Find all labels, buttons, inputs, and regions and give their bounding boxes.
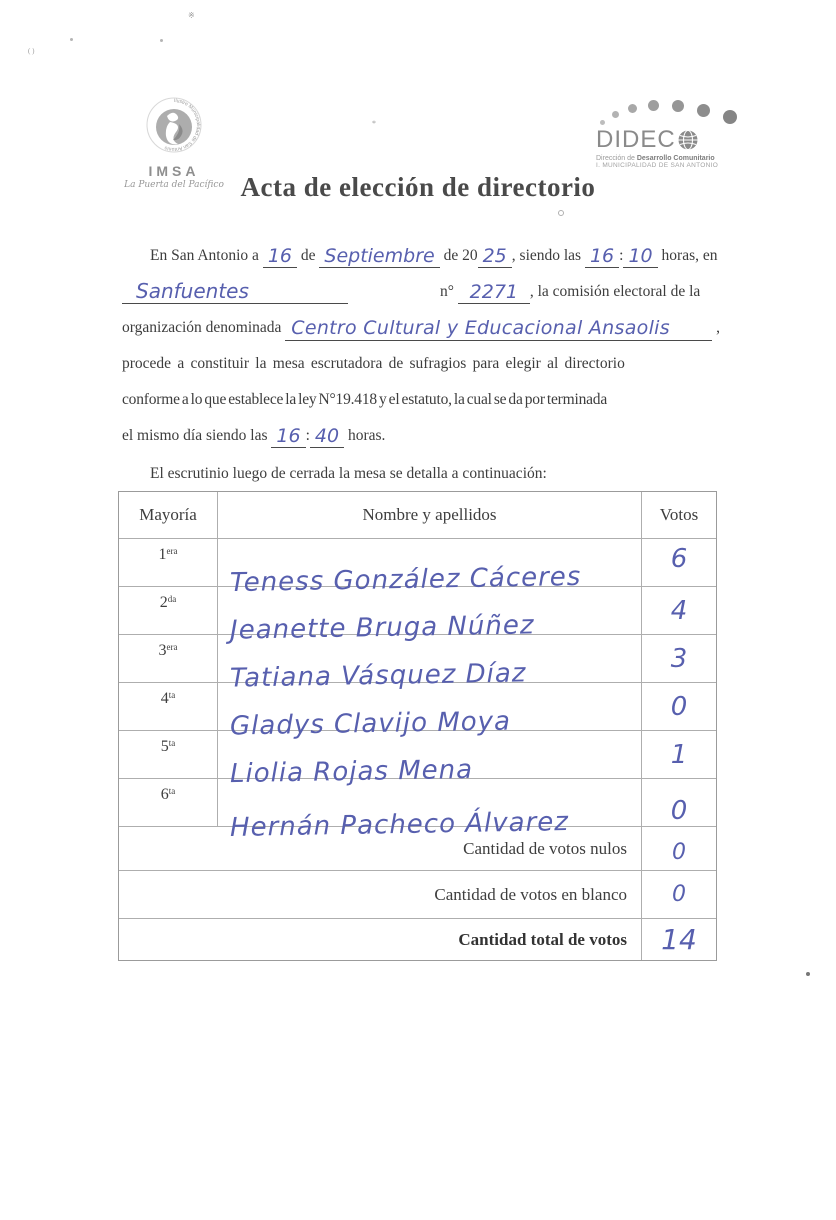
svg-text:Ilustre Municipalidad de San A: Ilustre Municipalidad de San Antonio xyxy=(163,97,201,153)
table-header-row xyxy=(119,492,716,538)
candidate-name-handwritten: Tatiana Vásquez Díaz xyxy=(229,658,527,694)
intro-line-1: En San Antonio a 16 de Septiembre de 20 25 , siendo las 16 : 10 horas, en xyxy=(150,245,718,267)
start-hour-handwritten: 16 xyxy=(585,247,619,268)
total-votes-label: Cantidad total de votos xyxy=(458,929,627,949)
results-table xyxy=(118,491,717,961)
vote-count-handwritten: 1 xyxy=(670,739,688,770)
dideco-subtitle: Dirección de Desarrollo Comunitario xyxy=(596,155,715,162)
vote-count-handwritten: 0 xyxy=(670,795,688,826)
dideco-logo xyxy=(596,98,774,169)
street-number-handwritten: 2271 xyxy=(458,283,530,304)
scan-speck xyxy=(806,972,810,976)
total-votes-row xyxy=(119,918,716,960)
header-nombre: Nombre y apellidos xyxy=(217,492,641,538)
vote-count-handwritten: 3 xyxy=(670,643,688,674)
dideco-municipality: I. MUNICIPALIDAD DE SAN ANTONIO xyxy=(596,162,719,169)
dideco-dots-icon xyxy=(596,98,774,128)
blank-votes-label: Cantidad de votos en blanco xyxy=(434,884,627,904)
organization-name-handwritten: Centro Cultural y Educacional Ansaolis xyxy=(285,319,712,341)
table-row: 6 ta Hernán Pacheco Álvarez 0 xyxy=(119,778,716,826)
intro-line-2: Sanfuentes n° 2271 , la comisión electoral de la xyxy=(122,274,720,310)
header-votos: Votos xyxy=(641,492,716,538)
scan-speck xyxy=(160,39,163,42)
total-votes-handwritten: 14 xyxy=(661,923,697,956)
table-row: 4 ta Gladys Clavijo Moya 0 xyxy=(119,682,716,730)
scan-speck: ( ) xyxy=(28,47,35,55)
scan-speck: ※ xyxy=(188,11,195,20)
start-minute-handwritten: 10 xyxy=(623,247,657,268)
end-minute-handwritten: 40 xyxy=(310,427,344,448)
vote-count-handwritten: 6 xyxy=(670,543,688,574)
vote-count-handwritten: 0 xyxy=(670,691,688,722)
street-handwritten: Sanfuentes xyxy=(122,281,348,304)
intro-line-6: el mismo día siendo las 16 : 40 horas. xyxy=(122,425,386,447)
vote-count-handwritten: 4 xyxy=(670,595,688,626)
table-row: 2 da Jeanette Bruga Núñez 4 xyxy=(119,586,716,634)
candidate-name-handwritten: Gladys Clavijo Moya xyxy=(229,706,512,742)
day-handwritten: 16 xyxy=(263,247,297,268)
year-handwritten: 25 xyxy=(478,247,512,268)
imsa-emblem-icon xyxy=(143,94,205,156)
candidate-name-handwritten: Teness González Cáceres xyxy=(229,561,582,599)
scrutiny-line: El escrutinio luego de cerrada la mesa se detalla a continuación: xyxy=(150,465,547,482)
header-mayoria: Mayoría xyxy=(139,505,197,524)
scan-speck xyxy=(558,210,564,216)
table-row: 5 ta Liolia Rojas Mena 1 xyxy=(119,730,716,778)
null-votes-label: Cantidad de votos nulos xyxy=(463,838,627,858)
null-votes-row xyxy=(119,826,716,870)
dideco-acronym: DIDEC xyxy=(596,126,676,153)
intro-line-3: organización denominada Centro Cultural y Educacional Ansaolis , xyxy=(122,317,720,339)
candidate-name-handwritten: Hernán Pacheco Álvarez xyxy=(229,807,570,843)
intro-line-4: procede a constituir la mesa escrutadora de sufragios para elegir al directorio xyxy=(122,355,625,372)
acta-body xyxy=(122,238,720,492)
table-row: 3 era Tatiana Vásquez Díaz 3 xyxy=(119,634,716,682)
blank-votes-row xyxy=(119,870,716,918)
imsa-acronym: IMSA xyxy=(148,163,200,179)
imsa-tagline: La Puerta del Pacífico xyxy=(124,180,224,190)
scan-speck: * xyxy=(372,119,376,128)
intro-line-5: conforme a lo que establece la ley N°19.418 y el estatuto, la cual se da por terminada xyxy=(122,391,608,408)
scan-speck xyxy=(70,38,73,41)
blank-votes-handwritten: 0 xyxy=(672,882,686,907)
table-row: 1 era Teness González Cáceres 6 xyxy=(119,538,716,586)
candidate-name-handwritten: Jeanette Bruga Núñez xyxy=(229,610,535,646)
page-title: Acta de elección de directorio xyxy=(240,172,596,202)
null-votes-handwritten: 0 xyxy=(672,840,686,865)
month-handwritten: Septiembre xyxy=(319,247,439,268)
end-hour-handwritten: 16 xyxy=(271,427,305,448)
candidate-name-handwritten: Liolia Rojas Mena xyxy=(229,754,474,790)
globe-icon xyxy=(677,129,699,151)
